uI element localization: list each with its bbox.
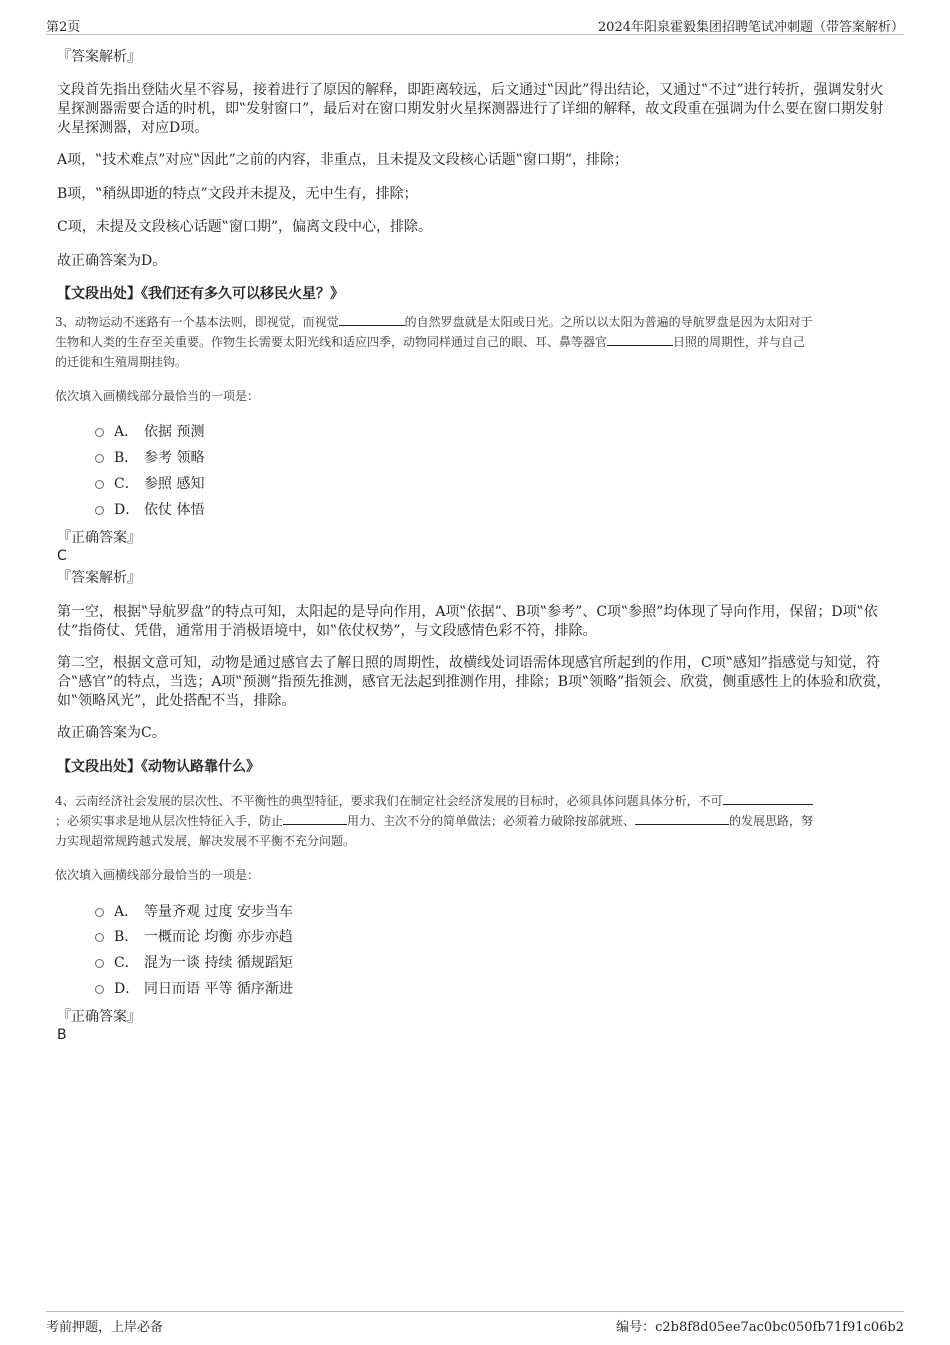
q3-analysis-para2: 第二空，根据文意可知，动物是通过感官去了解日照的周期性，故横线处词语需体现感官所起到的作用，C项‟感知”指感觉与知觉，符合‟感官”的特点，当选；A项‟预测”指预先推测，感官无法起到推测作用，排除；B项‟领略”指领会、欣赏，侧重感性上的体验和欣赏，如‟领略风光”，此处搭配不当，排除。 (57, 655, 891, 709)
q2-source: 【文段出处】《我们还有多久可以移民火星？》 (57, 286, 344, 302)
q3-answer: C (57, 548, 67, 564)
q3-analysis-label: 『答案解析』 (57, 570, 141, 586)
q2-analysis-para4: C项，未提及文段核心话题‟窗口期”，偏离文段中心，排除。 (57, 219, 433, 235)
q3-option-c[interactable]: C． 参照 感知 (95, 477, 204, 491)
page-number: 第2页 (46, 20, 81, 35)
q3-option-d[interactable]: D． 依仗 体悟 (95, 503, 204, 517)
q2-analysis-para2: A项，‟技术难点”对应‟因此”之前的内容，非重点，且未提及文段核心话题‟窗口期”，排除； (57, 152, 629, 168)
q3-answer-label: 『正确答案』 (57, 530, 141, 546)
document-title: 2024年阳泉霍毅集团招聘笔试冲刺题（带答案解析） (597, 20, 904, 35)
q2-conclusion: 故正确答案为D。 (57, 253, 167, 269)
radio-icon[interactable] (95, 959, 104, 968)
radio-icon[interactable] (95, 933, 104, 942)
document-id: 编号：c2b8f8d05ee7ac0bc050fb71f91c06b2 (616, 1320, 904, 1335)
q4-blank-2 (283, 812, 347, 825)
q4-blank-1 (723, 792, 813, 805)
q4-stem: 4、云南经济社会发展的层次性、不平衡性的典型特征，要求我们在制定社会经济发展的目标时，必须具体问题具体分析，不可 ；必须实事求是地从层次性特征入手，防止 用力、主次不分的简单做法；必须着力破除按部就班、 的发展思路，努 力实现超常规跨越式发展，解决发展不平衡不充分问题。 (55, 794, 814, 848)
q3-blank-2 (607, 333, 673, 346)
radio-icon[interactable] (95, 506, 104, 515)
q3-conclusion: 故正确答案为C。 (57, 725, 166, 741)
q2-analysis-label: 『答案解析』 (57, 49, 141, 65)
q3-blank-1 (339, 313, 405, 326)
q4-blank-3 (635, 812, 729, 825)
footer-slogan: 考前押题，上岸必备 (46, 1320, 164, 1335)
q3-stem: 3、动物运动不迷路有一个基本法则，即视觉，而视觉 的自然罗盘就是太阳或日光。之所以以太阳为普遍的导航罗盘是因为太阳对于 生物和人类的生存至关重要。作物生长需要太阳光线和适应四季，动物同样通过自己的眼、耳、鼻等器官 日照的周期性，并与自己 的迁徙和生殖周期挂钩。 (55, 315, 813, 369)
q3-analysis-para1: 第一空，根据‟导航罗盘”的特点可知，太阳起的是导向作用，A项‟依据”、B项‟参考”、C项‟参照”均体现了导向作用，保留；D项‟依仗”指倚仗、凭借，通常用于消极语境中，如‟依仗权势”，与文段感情色彩不符，排除。 (57, 604, 878, 639)
q2-analysis-para1: 文段首先指出登陆火星不容易，接着进行了原因的解释，即距离较远，后文通过‟因此”得出结论，又通过‟不过”进行转折，强调发射火星探测器需要合适的时机，即‟发射窗口”，最后对在窗口期发射火星探测器进行了详细的解释，故文段重在强调为什么要在窗口期发射火星探测器，对应D项。 (57, 82, 884, 136)
q4-option-a[interactable]: A． 等量齐观 过度 安步当车 (95, 905, 293, 919)
q4-option-d[interactable]: D． 同日而语 平等 循序渐进 (95, 982, 293, 996)
q2-analysis-para3: B项，‟稍纵即逝的特点”文段并未提及，无中生有，排除； (57, 186, 418, 202)
q3-source: 【文段出处】《动物认路靠什么》 (57, 759, 260, 775)
q4-answer-label: 『正确答案』 (57, 1009, 141, 1025)
q3-prompt: 依次填入画横线部分最恰当的一项是： (55, 389, 260, 403)
q4-prompt: 依次填入画横线部分最恰当的一项是： (55, 868, 260, 882)
q3-option-a[interactable]: A． 依据 预测 (95, 425, 204, 439)
radio-icon[interactable] (95, 428, 104, 437)
q4-answer: B (57, 1027, 67, 1043)
q4-option-b[interactable]: B． 一概而论 均衡 亦步亦趋 (95, 930, 293, 944)
radio-icon[interactable] (95, 454, 104, 463)
page-footer (46, 1311, 904, 1334)
radio-icon[interactable] (95, 908, 104, 917)
radio-icon[interactable] (95, 480, 104, 489)
page-header (46, 14, 904, 35)
radio-icon[interactable] (95, 985, 104, 994)
q3-option-b[interactable]: B． 参考 领略 (95, 451, 204, 465)
q4-option-c[interactable]: C． 混为一谈 持续 循规蹈矩 (95, 956, 293, 970)
